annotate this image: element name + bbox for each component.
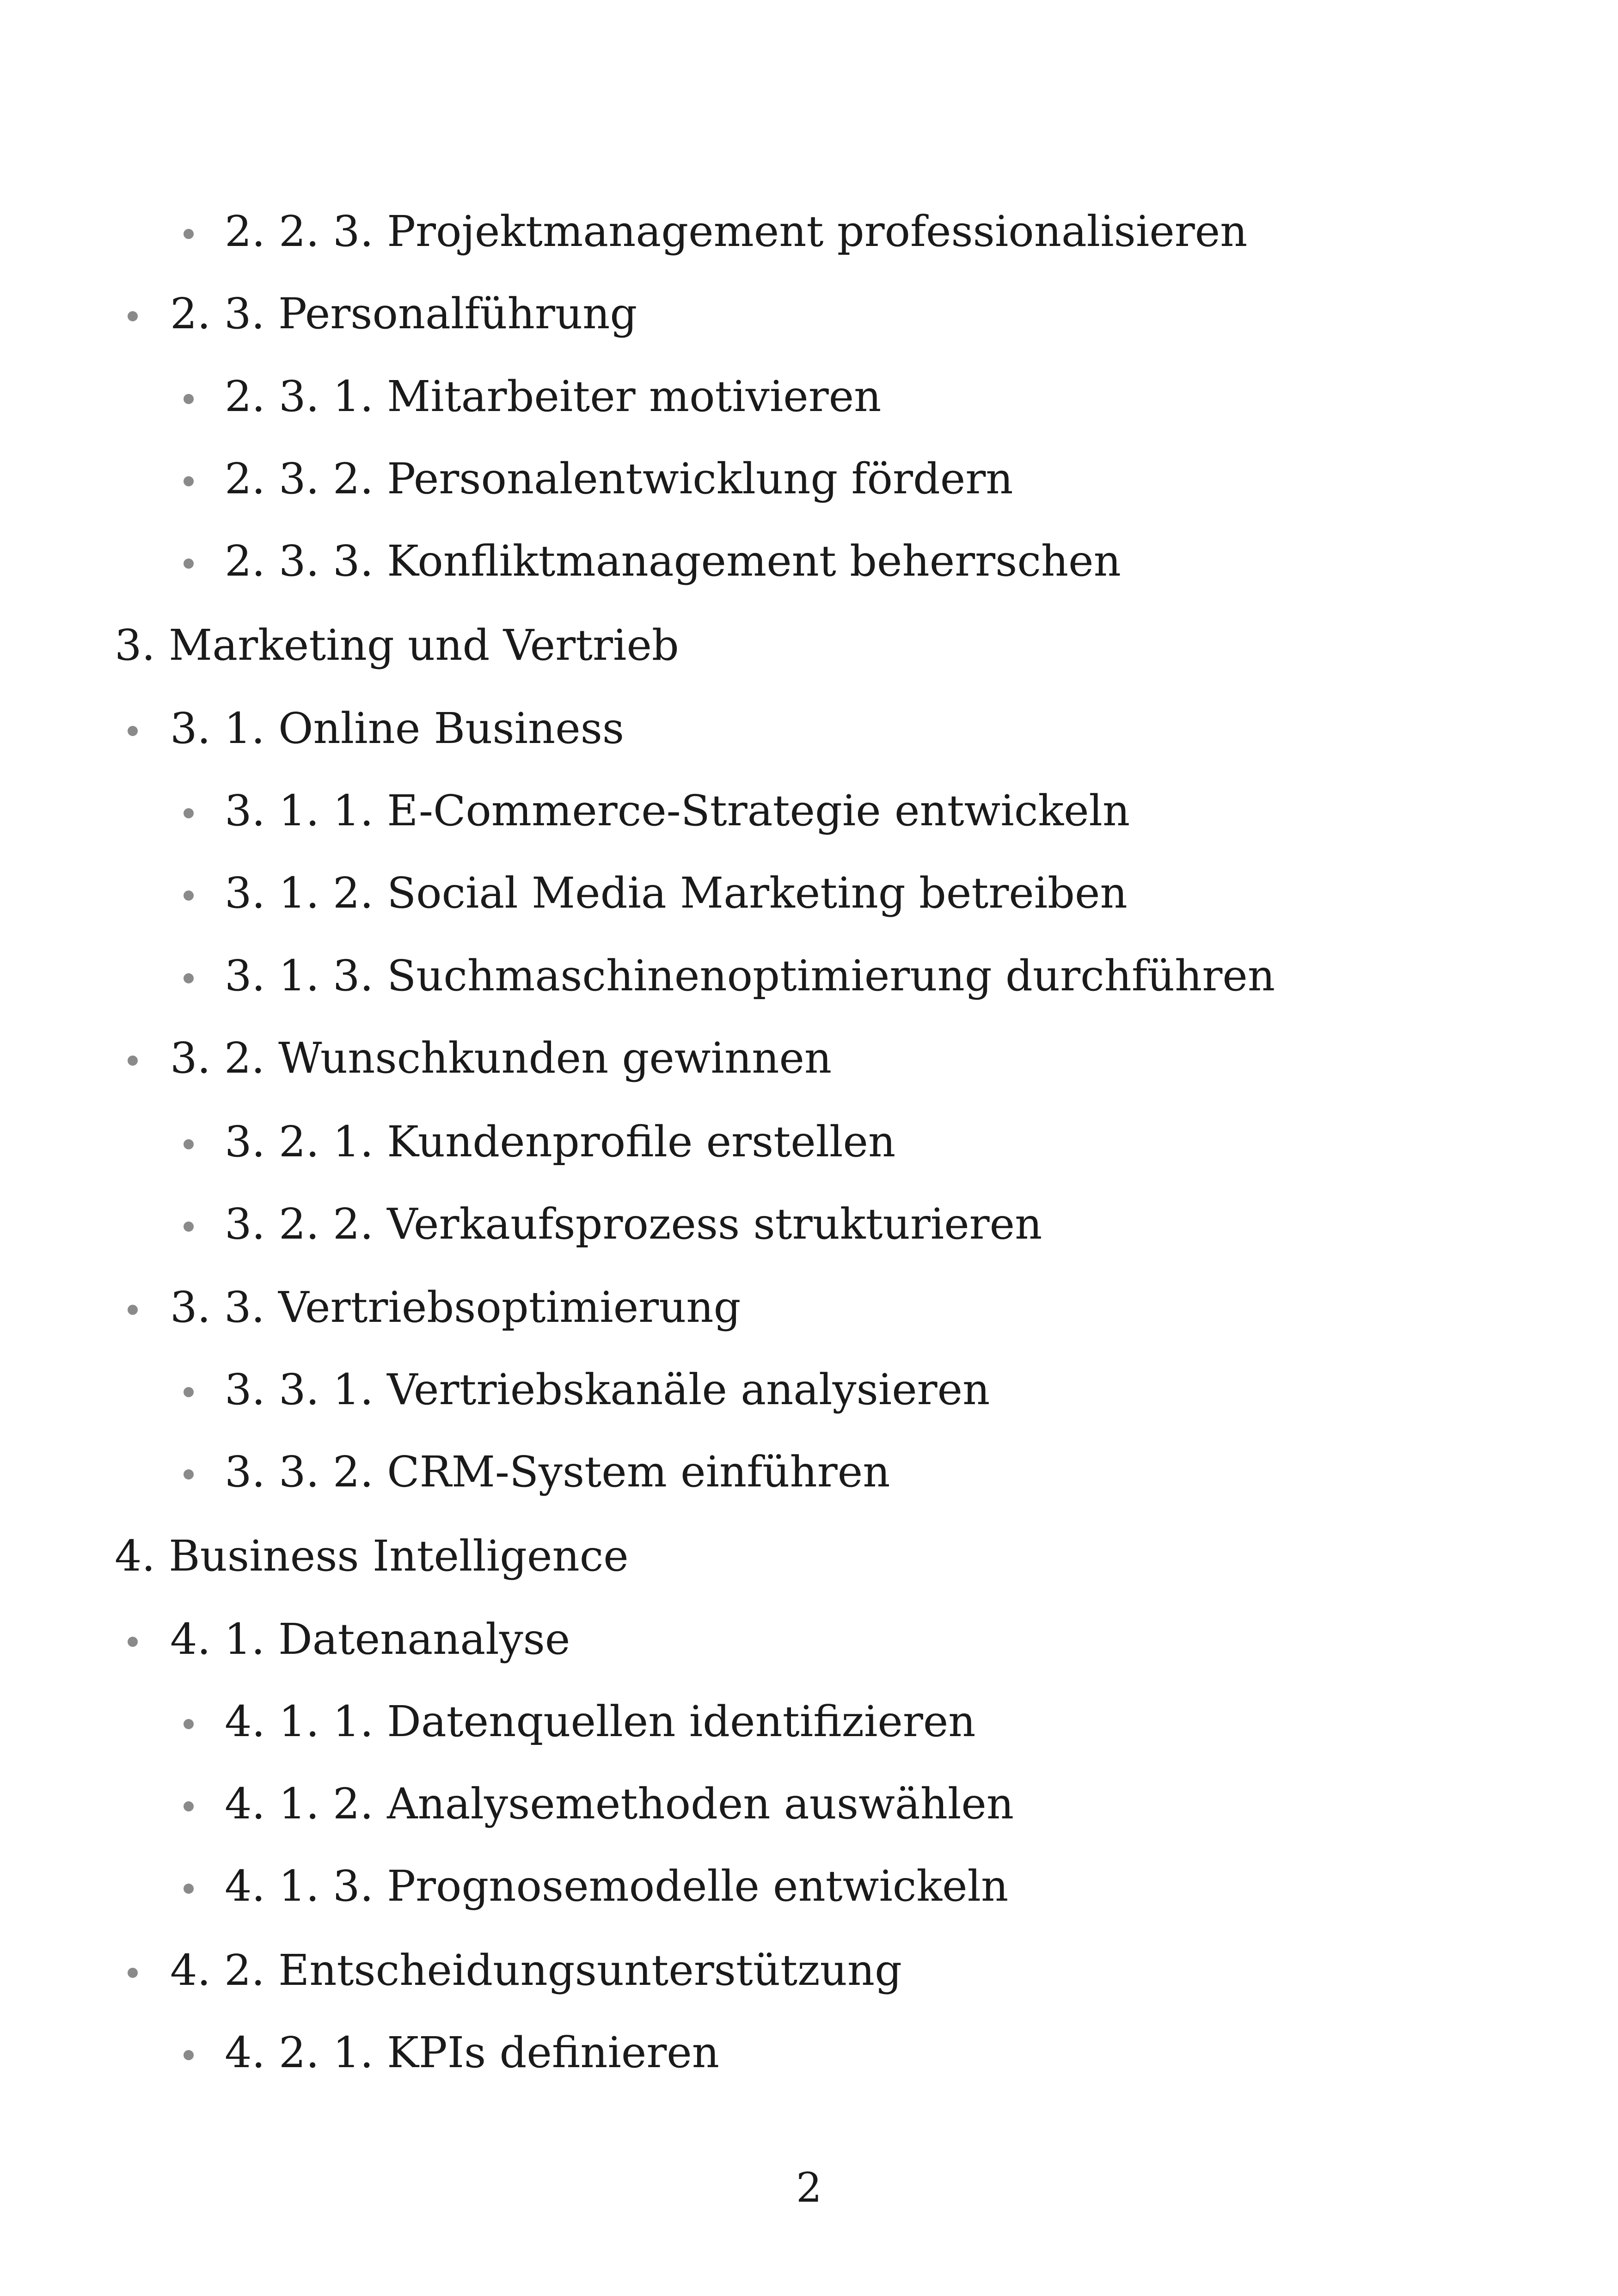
- toc-entry-level-3: [0, 2028, 719, 2077]
- toc-entry-level-3: [0, 951, 1275, 1001]
- toc-entry-level-3: [0, 1697, 976, 1746]
- bullet-icon: [184, 1801, 194, 1811]
- toc-entry-text: 3. 1. 3. Suchmaschinenoptimierung durchführen: [225, 951, 1275, 1001]
- toc-entry-text: 3. 3. 1. Vertriebskanäle analysieren: [225, 1365, 990, 1414]
- bullet-icon: [184, 394, 194, 404]
- bullet-icon: [184, 973, 194, 983]
- bullet-icon: [128, 1305, 138, 1315]
- toc-entry-text: 4. Business Intelligence: [115, 1531, 629, 1581]
- toc-entry-level-1: [0, 620, 679, 670]
- bullet-icon: [184, 1884, 194, 1894]
- toc-entry-level-3: [0, 868, 1128, 918]
- toc-entry-level-3: [0, 786, 1130, 835]
- toc-entry-level-2: [0, 1033, 832, 1083]
- bullet-icon: [184, 1719, 194, 1729]
- toc-entry-level-2: [0, 1283, 741, 1332]
- toc-entry-level-2: [0, 289, 637, 338]
- toc-entry-level-3: [0, 1861, 1009, 1911]
- toc-entry-text: 2. 3. 3. Konfliktmanagement beherrschen: [225, 536, 1121, 586]
- toc-entry-level-2: [0, 1615, 570, 1664]
- toc-entry-level-3: [0, 1447, 890, 1497]
- toc-entry-text: 4. 1. Datenanalyse: [170, 1615, 570, 1664]
- toc-entry-text: 2. 3. 1. Mitarbeiter motivieren: [225, 372, 882, 421]
- toc-entry-text: 3. 2. 2. Verkaufsprozess strukturieren: [225, 1199, 1042, 1249]
- toc-entry-level-2: [0, 1946, 902, 1995]
- bullet-icon: [184, 476, 194, 486]
- toc-entry-text: 2. 2. 3. Projektmanagement professionalisieren: [225, 207, 1248, 256]
- toc-entry-level-3: [0, 207, 1248, 256]
- toc-entry-text: 4. 1. 3. Prognosemodelle entwickeln: [225, 1861, 1009, 1911]
- toc-entry-text: 2. 3. Personalführung: [170, 289, 637, 338]
- bullet-icon: [128, 1968, 138, 1978]
- toc-entry-text: 3. 1. 1. E-Commerce-Strategie entwickeln: [225, 786, 1130, 835]
- bullet-icon: [184, 2050, 194, 2060]
- bullet-icon: [128, 1056, 138, 1066]
- toc-entry-text: 2. 3. 2. Personalentwicklung fördern: [225, 454, 1013, 503]
- toc-entry-text: 4. 2. Entscheidungsunterstützung: [170, 1946, 902, 1995]
- toc-entry-text: 3. 1. Online Business: [170, 704, 625, 753]
- toc-entry-text: 3. 2. 1. Kundenprofile erstellen: [225, 1117, 896, 1166]
- toc-entry-text: 4. 2. 1. KPIs definieren: [225, 2028, 719, 2077]
- toc-entry-level-3: [0, 372, 882, 421]
- bullet-icon: [184, 1469, 194, 1480]
- toc-entry-level-3: [0, 454, 1013, 503]
- toc-entry-level-3: [0, 1779, 1014, 1829]
- bullet-icon: [184, 1222, 194, 1232]
- toc-entry-level-1: [0, 1531, 629, 1581]
- bullet-icon: [184, 808, 194, 818]
- toc-entry-text: 3. 1. 2. Social Media Marketing betreiben: [225, 868, 1128, 918]
- bullet-icon: [128, 311, 138, 321]
- toc-entry-level-3: [0, 1199, 1042, 1249]
- bullet-icon: [128, 1637, 138, 1647]
- page-number: 2: [796, 2164, 822, 2211]
- bullet-icon: [184, 559, 194, 569]
- toc-entry-level-3: [0, 1365, 990, 1414]
- toc-entry-text: 4. 1. 1. Datenquellen identifizieren: [225, 1697, 976, 1746]
- toc-entry-text: 3. Marketing und Vertrieb: [115, 620, 679, 670]
- toc-entry-level-3: [0, 1117, 896, 1166]
- toc-entry-text: 4. 1. 2. Analysemethoden auswählen: [225, 1779, 1014, 1829]
- bullet-icon: [184, 229, 194, 239]
- bullet-icon: [184, 890, 194, 901]
- toc-entry-level-3: [0, 536, 1121, 586]
- bullet-icon: [184, 1139, 194, 1149]
- toc-entry-text: 3. 3. Vertriebsoptimierung: [170, 1283, 741, 1332]
- toc-entry-text: 3. 2. Wunschkunden gewinnen: [170, 1033, 832, 1083]
- bullet-icon: [184, 1387, 194, 1397]
- bullet-icon: [128, 726, 138, 736]
- toc-entry-level-2: [0, 704, 625, 753]
- toc-entry-text: 3. 3. 2. CRM-System einführen: [225, 1447, 890, 1497]
